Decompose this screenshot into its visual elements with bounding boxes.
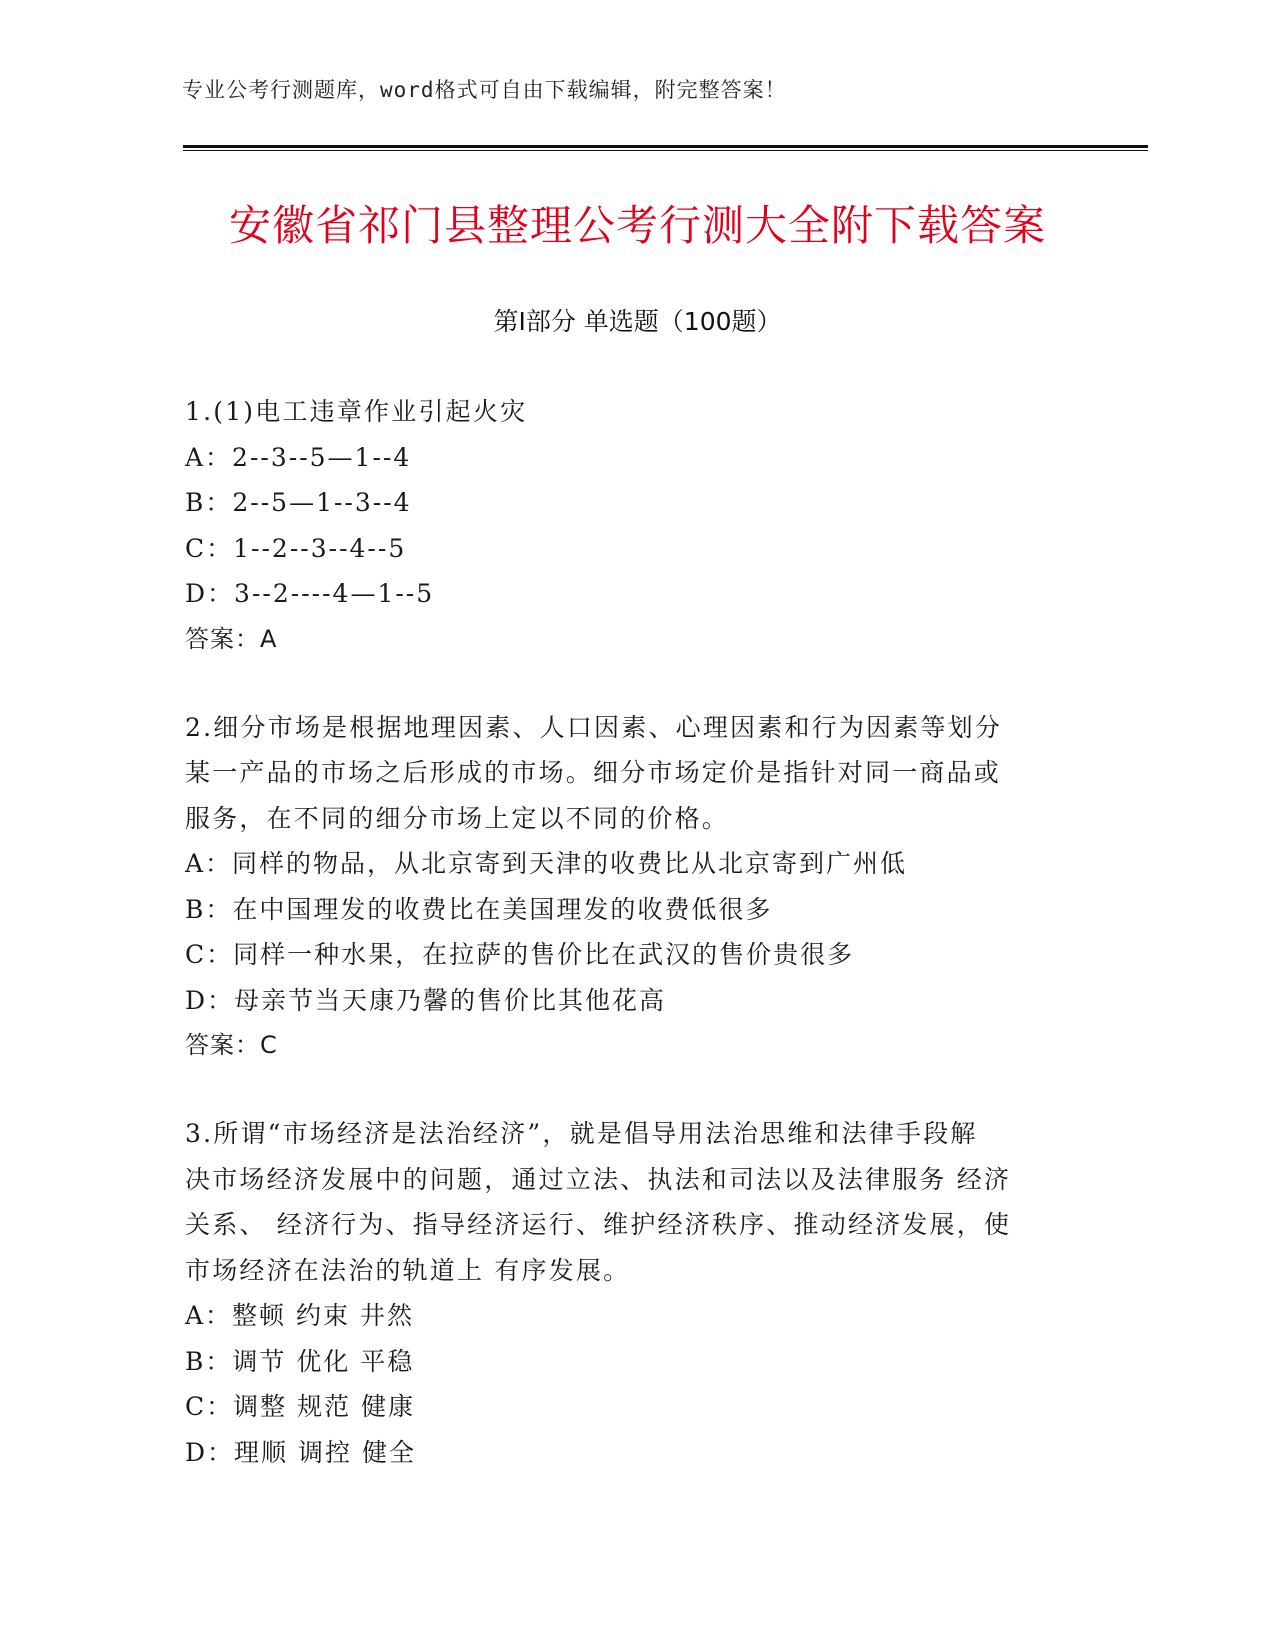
stem-line: 决市场经济发展中的问题，通过立法、执法和司法以及法律服务 经济 [185, 1164, 1012, 1194]
question-2 [185, 705, 1085, 1069]
question-1 [185, 389, 1085, 662]
stem-line: 1.(1)电工违章作业引起火灾 [185, 397, 528, 426]
answer-line: 答案：C [185, 1031, 278, 1059]
option-d: D：母亲节当天康乃馨的售价比其他花高 [185, 985, 667, 1015]
question-stem [185, 1111, 1085, 1293]
option-c: C：1--2--3--4--5 [185, 533, 407, 563]
question-list [185, 389, 1085, 1518]
header-rule-thin [183, 150, 1148, 151]
document-title: 安徽省祁门县整理公考行测大全附下载答案 [228, 201, 1046, 250]
stem-line: 3.所谓“市场经济是法治经济”，就是倡导用法治思维和法律手段解 [185, 1119, 978, 1148]
stem-line: 关系、 经济行为、指导经济运行、维护经济秩序、推动经济发展，使 [185, 1210, 1012, 1239]
question-3 [185, 1111, 1085, 1475]
option-d: D：理顺 调控 健全 [185, 1437, 416, 1467]
question-stem [185, 389, 1085, 435]
option-a: A：整顿 约束 井然 [185, 1301, 414, 1330]
option-c: C：同样一种水果，在拉萨的售价比在武汉的售价贵很多 [185, 940, 855, 969]
stem-line: 某一产品的市场之后形成的市场。细分市场定价是指针对同一商品或 [185, 758, 1002, 787]
option-a: A：2--3--5—1--4 [185, 442, 412, 472]
option-b: B：调节 优化 平稳 [185, 1346, 415, 1376]
stem-line: 服务，在不同的细分市场上定以不同的价格。 [185, 803, 730, 833]
option-c: C：调整 规范 健康 [185, 1392, 416, 1421]
question-stem [185, 705, 1085, 842]
section-title: 第Ⅰ部分 单选题（100题） [493, 307, 782, 336]
stem-line: 市场经济在法治的轨道上 有序发展。 [185, 1255, 631, 1285]
option-a: A：同样的物品，从北京寄到天津的收费比从北京寄到广州低 [185, 849, 908, 878]
header-rule-thick [183, 145, 1148, 148]
answer-line: 答案：A [185, 624, 278, 653]
option-b: B：2--5—1--3--4 [185, 488, 412, 517]
option-d: D：3--2----4—1--5 [185, 579, 435, 608]
header-note: 专业公考行测题库，word格式可自由下载编辑，附完整答案！ [182, 78, 787, 102]
option-b: B：在中国理发的收费比在美国理发的收费低很多 [185, 894, 773, 924]
stem-line: 2.细分市场是根据地理因素、人口因素、心理因素和行为因素等划分 [185, 712, 1003, 742]
